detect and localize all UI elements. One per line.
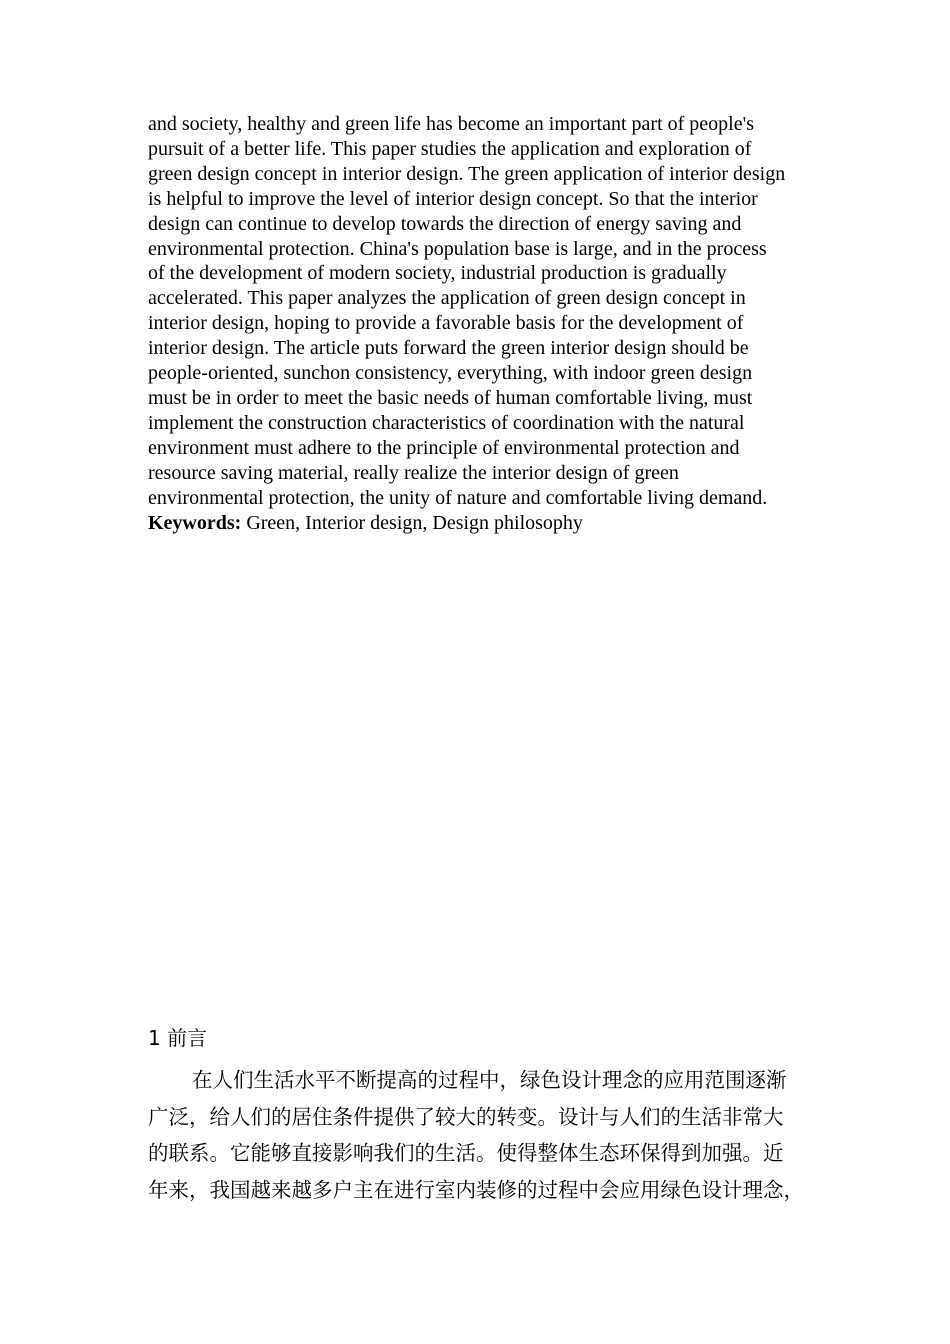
- abstract-line: accelerated. This paper analyzes the application of green design concept in: [148, 287, 746, 310]
- abstract-line: must be in order to meet the basic needs of human comfortable living, must: [148, 386, 753, 409]
- abstract-text-block: [148, 112, 868, 535]
- keywords-line: [148, 511, 868, 536]
- keywords-label: Keywords:: [148, 511, 242, 534]
- abstract-line: environment must adhere to the principle of environmental protection and: [148, 436, 740, 459]
- abstract-line: of the development of modern society, industrial production is gradually: [148, 262, 727, 285]
- section-heading: 1 前言: [148, 1026, 208, 1050]
- paragraph-line: 年来，我国越来越多户主在进行室内装修的过程中会应用绿色设计理念，: [148, 1177, 804, 1202]
- introduction-section: [148, 1022, 868, 1208]
- keywords-value: Green, Interior design, Design philosophy: [241, 511, 583, 534]
- abstract-line: resource saving material, really realize the interior design of green: [148, 461, 679, 484]
- abstract-line: and society, healthy and green life has become an important part of people's: [148, 113, 754, 135]
- paragraph-line: 的联系。它能够直接影响我们的生活。使得整体生态环保得到加强。近: [148, 1141, 784, 1165]
- paragraph-line: 在人们生活水平不断提高的过程中，绿色设计理念的应用范围逐渐: [192, 1068, 787, 1092]
- abstract-line: green design concept in interior design. The green application of interior design: [148, 162, 786, 185]
- abstract-line: interior design, hoping to provide a favorable basis for the development of: [148, 312, 744, 335]
- abstract-line: interior design. The article puts forward the green interior design should be: [148, 337, 749, 360]
- abstract-line: environmental protection. China's population base is large, and in the process: [148, 237, 767, 260]
- abstract-line: pursuit of a better life. This paper studies the application and exploration of: [148, 137, 752, 160]
- abstract-line: design can continue to develop towards the direction of energy saving and: [148, 212, 742, 235]
- abstract-line: people-oriented, sunchon consistency, everything, with indoor green design: [148, 362, 753, 385]
- abstract-line: environmental protection, the unity of nature and comfortable living demand.: [148, 486, 768, 509]
- abstract-line: implement the construction characteristics of coordination with the natural: [148, 411, 745, 434]
- paragraph-line: 广泛，给人们的居住条件提供了较大的转变。设计与人们的生活非常大: [148, 1104, 784, 1129]
- abstract-line: is helpful to improve the level of interior design concept. So that the interior: [148, 187, 758, 210]
- section-body: [148, 1062, 868, 1208]
